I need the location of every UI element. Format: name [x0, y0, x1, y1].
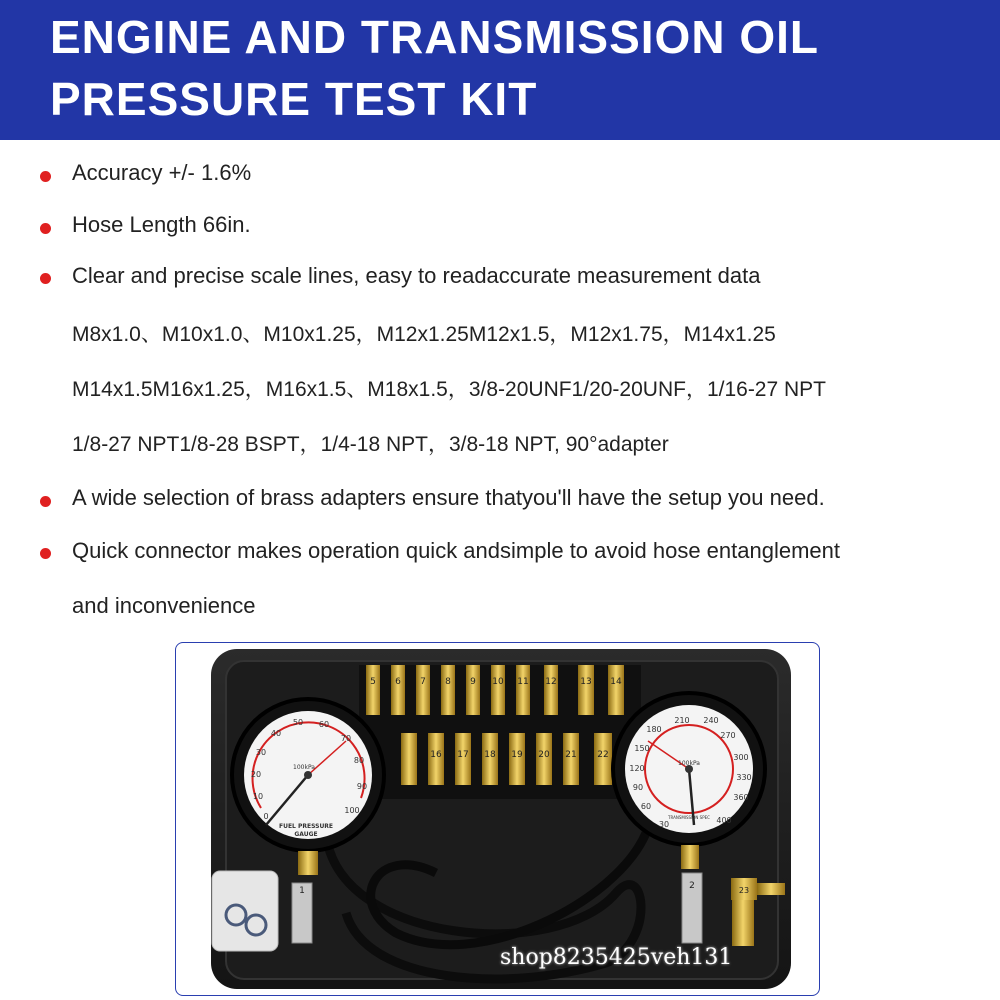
gauge-unit: 100kPa: [293, 764, 315, 771]
feature-accuracy: Accuracy +/- 1.6%: [72, 160, 252, 185]
shop-watermark: shop8235425veh131: [500, 945, 733, 970]
adapter-number: 13: [580, 677, 592, 687]
adapter-number: 7: [420, 677, 426, 687]
title-banner: [0, 0, 1000, 140]
gauge-tick: 30: [255, 748, 267, 757]
feature-thread-sizes-2: M14x1.5M16x1.25，M16x1.5、M18x1.5，3/8-20UNF1/20-20UNF，1/16-27 NPT: [72, 378, 827, 401]
adapter-number: 10: [492, 677, 504, 687]
gauge-label: TRANSMISSION SPEC: [668, 815, 710, 820]
gauge-tick: 90: [356, 782, 368, 791]
gauge-tick: 300: [733, 753, 749, 762]
feature-scale-lines: Clear and precise scale lines, easy to readaccurate measurement data: [72, 263, 761, 288]
adapter-number: 11: [517, 677, 529, 687]
gauge-tick: 180: [646, 725, 662, 734]
gauge-tick: 40: [270, 729, 282, 738]
adapter-number: 20: [538, 750, 550, 760]
bullet-icon: [40, 496, 51, 507]
gauge-label: FUEL PRESSURE: [278, 823, 334, 830]
feature-thread-sizes-3: 1/8-27 NPT1/8-28 BSPT，1/4-18 NPT，3/8-18 NPT, 90°adapter: [72, 433, 669, 456]
gauge-tick: 210: [674, 716, 690, 725]
adapter-number: 9: [470, 677, 476, 687]
title-line-1: ENGINE AND TRANSMISSION OIL: [50, 11, 819, 63]
gauge-tick: 240: [703, 716, 719, 725]
feature-quick-connector-cont: and inconvenience: [72, 593, 256, 618]
gauge-tick: 30: [658, 820, 670, 829]
adapter-number: 6: [395, 677, 401, 687]
feature-brass-adapters: A wide selection of brass adapters ensure thatyou'll have the setup you need.: [72, 485, 825, 510]
page-title: [50, 6, 950, 130]
feature-hose-length: Hose Length 66in.: [72, 212, 251, 237]
adapters-top-row: [366, 665, 624, 715]
adapter-number: 18: [484, 750, 496, 760]
bullet-icon: [40, 548, 51, 559]
gauge-tick: 60: [640, 802, 652, 811]
connector-number: 23: [738, 886, 750, 895]
gauge-label: GAUGE: [294, 831, 318, 838]
gauge-tick: 330: [736, 773, 752, 782]
gauge-tick: 50: [292, 718, 304, 727]
gauge-tick: 60: [318, 720, 330, 729]
gauge-tick: 270: [720, 731, 736, 740]
gauge-tick: 100: [344, 806, 360, 815]
feature-quick-connector: Quick connector makes operation quick andsimple to avoid hose entanglement: [72, 538, 841, 563]
test-kit-case-illustration: [176, 643, 819, 995]
bullet-icon: [40, 273, 51, 284]
gauge-tick: 120: [629, 764, 645, 773]
adapter-number: 16: [430, 750, 442, 760]
bullet-icon: [40, 223, 51, 234]
connector-number: 2: [689, 881, 695, 891]
connector-number: 1: [299, 886, 305, 896]
gauge-tick: 0: [263, 812, 269, 821]
gauge-tick: 80: [353, 756, 365, 765]
adapter-number: 14: [610, 677, 622, 687]
gauge-tick: 400: [716, 816, 732, 825]
adapter-number: 8: [445, 677, 451, 687]
title-line-2: PRESSURE TEST KIT: [50, 73, 538, 125]
adapter-number: 5: [370, 677, 376, 687]
adapter-number: 21: [565, 750, 577, 760]
gauge-tick: 360: [733, 793, 749, 802]
gauge-tick: 90: [632, 783, 644, 792]
gauge-tick: 150: [634, 744, 650, 753]
adapter-number: 19: [511, 750, 523, 760]
product-photo: [175, 642, 820, 996]
gauge-unit: 100kPa: [678, 760, 700, 767]
adapter-number: 22: [597, 750, 609, 760]
adapter-number: 17: [457, 750, 469, 760]
feature-thread-sizes-1: M8x1.0、M10x1.0、M10x1.25，M12x1.25M12x1.5，M12x1.75，M14x1.25: [72, 323, 776, 346]
gauge-tick: 10: [252, 792, 264, 801]
gauge-tick: 20: [250, 770, 262, 779]
gauge-tick: 70: [340, 734, 352, 743]
adapter-number: 12: [545, 677, 557, 687]
bullet-icon: [40, 171, 51, 182]
